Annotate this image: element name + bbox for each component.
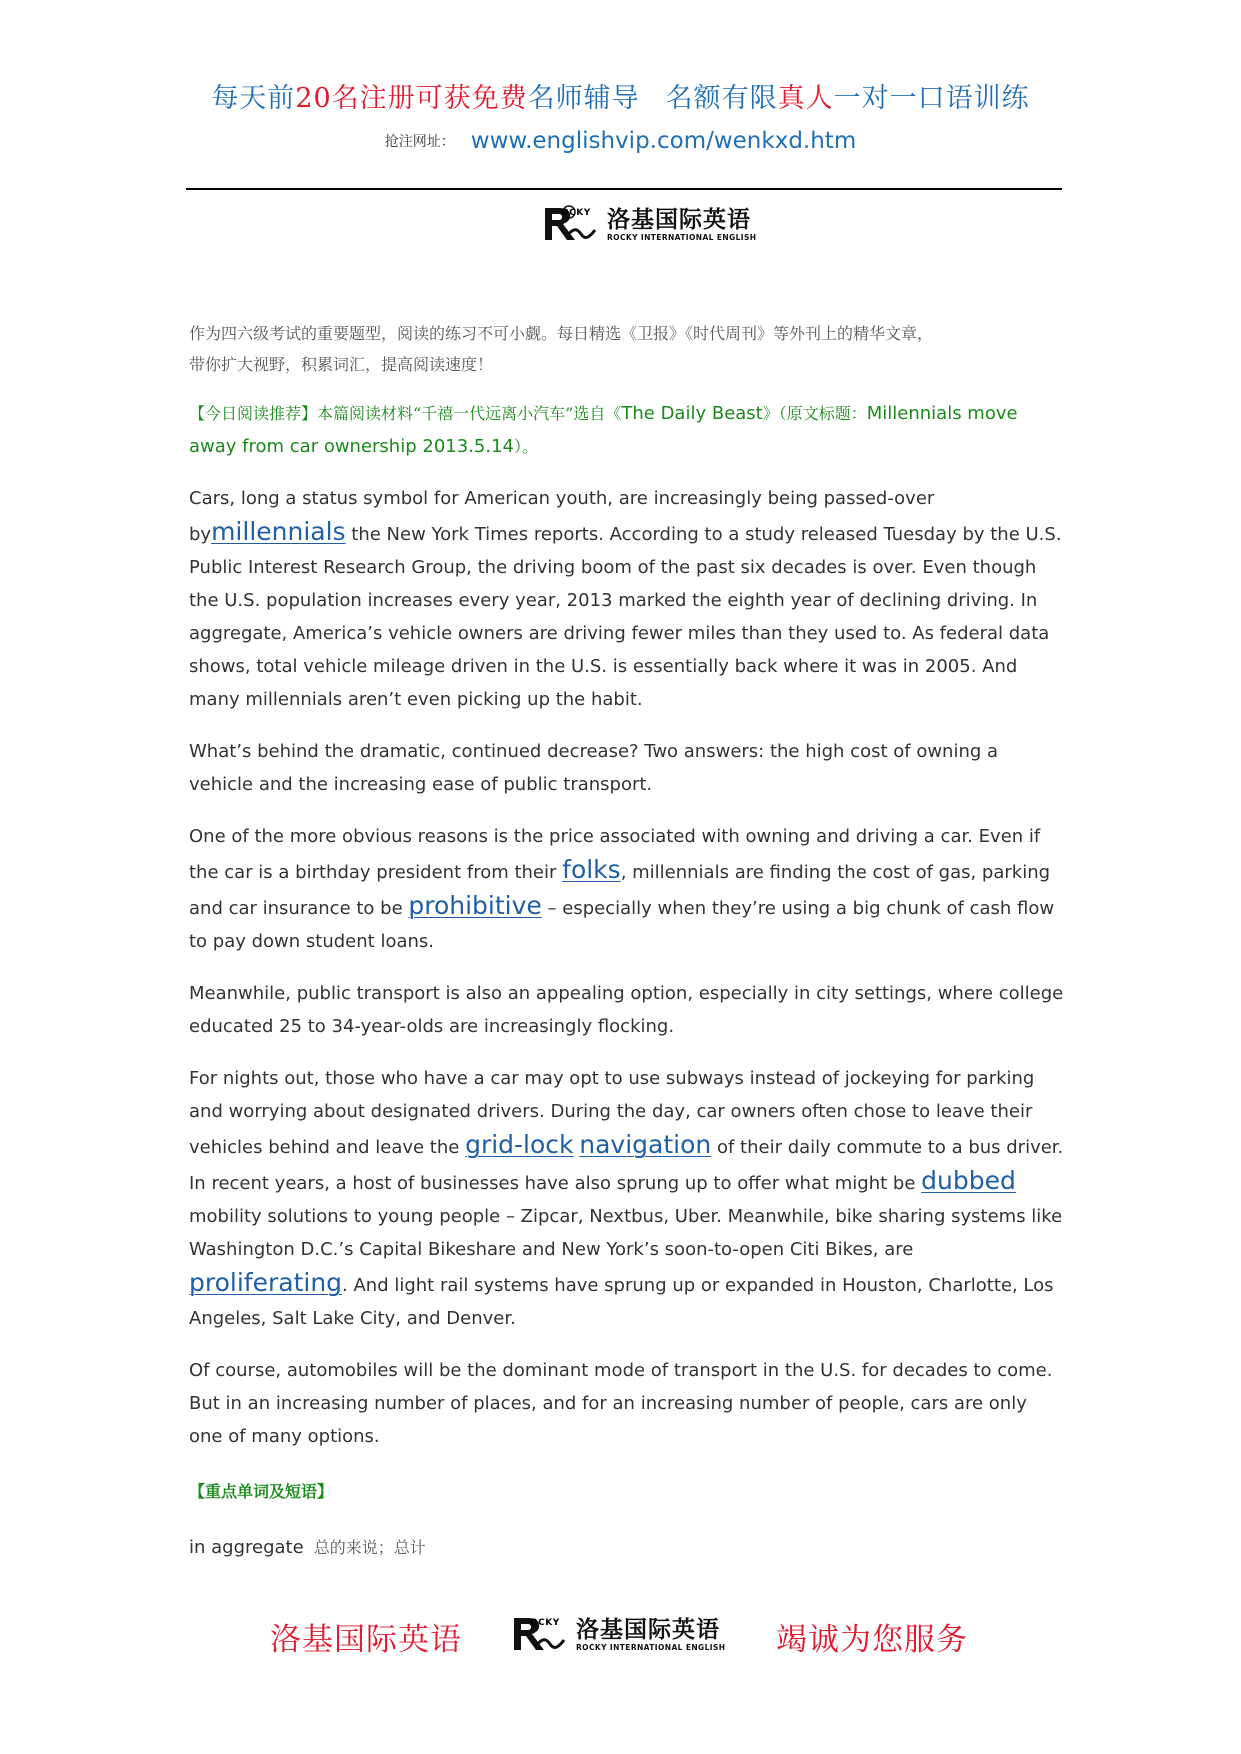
keyword-link[interactable]: navigation [579,1130,712,1159]
paragraph-5 [189,1062,1064,1335]
article-body [189,318,1064,1563]
para-text: the New York Times reports. According to a study released Tuesday by the U.S. Public Interest Research Group, the driving boom of the past six decades is over. Even though the U.S. population increases every year, 2013 marked the eighth year of declining driving. In aggregate, America’s vehicle owners are driving fewer miles than they used to. As federal data shows, total vehicle mileage driven in the U.S. is essentially back where it was in 2005. And many millennials aren’t even picking up the habit. [189,524,1062,710]
intro-line: 带你扩大视野，积累词汇，提高阅读速度！ [189,355,494,374]
banner-highlight: 真人 [777,83,834,114]
banner-text: 名注册可获 [331,83,472,114]
reading-recommendation [189,397,1064,463]
para-text: – especially when they’re using a big chunk of cash flow to pay down student loans. [189,898,1055,952]
para-text: mobility solutions to young people – Zipcar, Nextbus, Uber. Meanwhile, bike sharing systems like Washington D.C.’s Capital Bikeshare and New York’s soon-to-open Citi Bikes, are [189,1206,1063,1260]
promo-banner [0,82,1241,116]
keyword-link[interactable]: proliferating [189,1268,343,1297]
logo-mark-text: OCKY [530,1618,560,1628]
footer-slogan: 竭诚为您服务 [776,1622,968,1658]
intro-text [189,318,1064,380]
keyword-link[interactable]: grid-lock [465,1130,574,1159]
signup-link[interactable]: www.englishvip.com/wenkxd.htm [470,128,857,154]
para-text: One of the more obvious reasons is the price associated with owning and driving a car. Even if the car is a birthday president from their [189,826,1041,883]
paragraph-3 [189,820,1064,958]
keyword-link[interactable]: millennials [211,517,346,546]
para-text: Cars, long a status symbol for American youth, are increasingly being passed-over by [189,488,935,545]
logo-mark-text: OCKY [561,208,591,218]
banner-text: 每天前 [211,83,296,114]
rocky-logo [543,204,756,244]
banner-text: 一对一口语训练 [833,83,1030,114]
signup-label: 抢注网址： [384,134,455,150]
para-text: For nights out, those who have a car may opt to use subways instead of jockeying for parking and worrying about designated drivers. During the day, car owners often chose to leave their vehicles behind and leave the [189,1068,1035,1158]
para-text: . And light rail systems have sprung up or expanded in Houston, Charlotte, Los Angeles, Salt Lake City, and Denver. [189,1275,1054,1329]
rec-text: ）。 [513,437,538,456]
paragraph-1 [189,482,1064,716]
rec-source: The Daily Beast [621,403,763,424]
vocab-heading: 【重点单词及短语】 [189,1482,334,1501]
vocab-definition: 总的来说；总计 [313,1538,426,1557]
rocky-logo-icon [543,204,601,244]
logo-english-name: ROCKY INTERNATIONAL ENGLISH [576,1642,726,1652]
paragraph-6: Of course, automobiles will be the dominant mode of transport in the U.S. for decades to come. But in an increasing number of places, and for an increasing number of people, cars are only one of many options. [189,1360,1053,1447]
keyword-link[interactable]: folks [562,855,621,884]
banner-highlight: 免费 [471,83,528,114]
signup-line [0,128,1241,154]
logo-english-name: ROCKY INTERNATIONAL ENGLISH [607,232,757,242]
keyword-link[interactable]: dubbed [921,1166,1016,1195]
banner-number: 20 [295,83,332,114]
logo-chinese-name: 洛基国际英语 [576,1616,720,1643]
para-text: of their daily commute to a bus driver. In recent years, a host of businesses have also sprung up to offer what might be [189,1137,1064,1194]
keyword-link[interactable]: prohibitive [408,891,542,920]
logo-chinese-name: 洛基国际英语 [607,206,751,233]
paragraph-2: What’s behind the dramatic, continued decrease? Two answers: the high cost of owning a vehicle and the increasing ease of public transport. [189,741,999,795]
para-text: , millennials are finding the cost of gas, parking and car insurance to be [189,862,1051,919]
rocky-logo-footer [512,1614,725,1654]
paragraph-4: Meanwhile, public transport is also an appealing option, especially in city settings, where college educated 25 to 34-year-olds are increasingly flocking. [189,983,1064,1037]
banner-text: 名师辅导 [527,83,640,114]
intro-line: 作为四六级考试的重要题型，阅读的练习不可小觑。每日精选《卫报》《时代周刊》等外刊上的精华文章， [189,324,934,343]
rec-text: 》（原文标题： [762,404,867,423]
vocab-item [189,1533,1064,1563]
vocab-term: in aggregate [189,1537,304,1558]
rec-text: 【今日阅读推荐】本篇阅读材料“千禧一代远离小汽车”选自《 [189,404,622,423]
rocky-logo-icon [512,1614,570,1654]
header-divider [186,188,1062,190]
footer-brand: 洛基国际英语 [270,1622,462,1658]
rec-original-title: Millennials move away from car ownership 2013.5.14 [189,403,1018,457]
banner-text: 名额有限 [665,83,778,114]
